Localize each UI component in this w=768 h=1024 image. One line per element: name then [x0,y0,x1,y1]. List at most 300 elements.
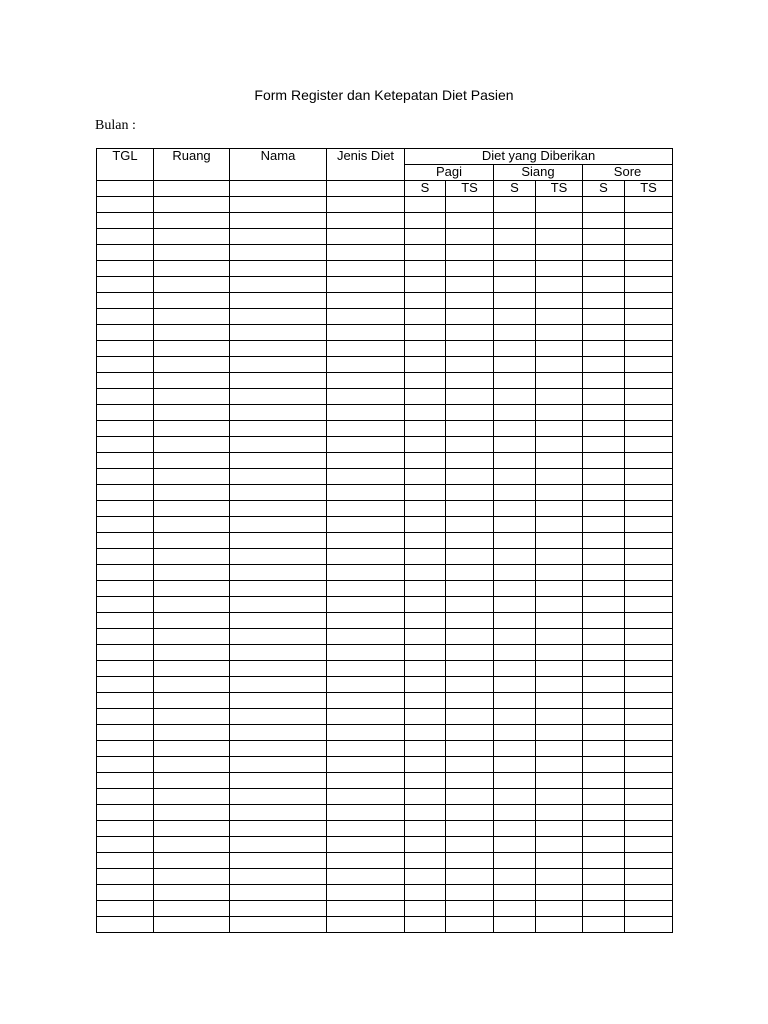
cell-siang-s[interactable] [494,725,536,741]
cell-jenis-diet[interactable] [327,341,405,357]
cell-sore-s[interactable] [583,421,625,437]
cell-siang-ts[interactable] [536,453,583,469]
cell-pagi-s[interactable] [405,453,446,469]
cell-jenis-diet[interactable] [327,277,405,293]
cell-pagi-s[interactable] [405,581,446,597]
cell-pagi-ts[interactable] [446,597,494,613]
cell-nama[interactable] [230,501,327,517]
cell-sore-s[interactable] [583,805,625,821]
cell-jenis-diet[interactable] [327,469,405,485]
cell-nama[interactable] [230,837,327,853]
cell-sore-ts[interactable] [625,341,673,357]
cell-ruang[interactable] [154,373,230,389]
cell-pagi-s[interactable] [405,789,446,805]
cell-sore-ts[interactable] [625,565,673,581]
cell-ruang[interactable] [154,869,230,885]
cell-jenis-diet[interactable] [327,357,405,373]
cell-pagi-s[interactable] [405,837,446,853]
cell-sore-ts[interactable] [625,581,673,597]
cell-pagi-s[interactable] [405,565,446,581]
cell-pagi-s[interactable] [405,549,446,565]
cell-sore-s[interactable] [583,325,625,341]
cell-nama[interactable] [230,325,327,341]
cell-ruang[interactable] [154,485,230,501]
cell-sore-ts[interactable] [625,917,673,933]
cell-nama[interactable] [230,693,327,709]
cell-siang-ts[interactable] [536,917,583,933]
cell-siang-s[interactable] [494,741,536,757]
cell-pagi-s[interactable] [405,741,446,757]
cell-siang-s[interactable] [494,309,536,325]
cell-siang-s[interactable] [494,277,536,293]
cell-ruang[interactable] [154,565,230,581]
cell-tgl[interactable] [97,805,154,821]
cell-siang-s[interactable] [494,533,536,549]
cell-siang-s[interactable] [494,661,536,677]
cell-jenis-diet[interactable] [327,437,405,453]
cell-siang-ts[interactable] [536,581,583,597]
cell-nama[interactable] [230,725,327,741]
cell-pagi-s[interactable] [405,597,446,613]
cell-siang-s[interactable] [494,581,536,597]
cell-siang-ts[interactable] [536,693,583,709]
cell-pagi-ts[interactable] [446,341,494,357]
cell-pagi-s[interactable] [405,517,446,533]
cell-pagi-ts[interactable] [446,517,494,533]
cell-siang-s[interactable] [494,549,536,565]
cell-ruang[interactable] [154,885,230,901]
cell-pagi-ts[interactable] [446,309,494,325]
cell-nama[interactable] [230,293,327,309]
cell-siang-ts[interactable] [536,613,583,629]
cell-nama[interactable] [230,581,327,597]
cell-pagi-ts[interactable] [446,373,494,389]
cell-siang-s[interactable] [494,293,536,309]
cell-sore-ts[interactable] [625,309,673,325]
cell-sore-s[interactable] [583,597,625,613]
cell-pagi-ts[interactable] [446,421,494,437]
cell-nama[interactable] [230,485,327,501]
cell-jenis-diet[interactable] [327,741,405,757]
cell-pagi-ts[interactable] [446,453,494,469]
cell-nama[interactable] [230,917,327,933]
cell-sore-ts[interactable] [625,661,673,677]
cell-pagi-ts[interactable] [446,885,494,901]
cell-nama[interactable] [230,773,327,789]
cell-pagi-ts[interactable] [446,501,494,517]
cell-pagi-s[interactable] [405,885,446,901]
cell-nama[interactable] [230,437,327,453]
cell-pagi-s[interactable] [405,901,446,917]
cell-pagi-ts[interactable] [446,293,494,309]
cell-siang-ts[interactable] [536,213,583,229]
cell-siang-ts[interactable] [536,197,583,213]
cell-pagi-s[interactable] [405,869,446,885]
cell-siang-ts[interactable] [536,245,583,261]
cell-nama[interactable] [230,853,327,869]
cell-siang-s[interactable] [494,197,536,213]
cell-sore-s[interactable] [583,677,625,693]
cell-sore-s[interactable] [583,405,625,421]
cell-tgl[interactable] [97,645,154,661]
cell-pagi-s[interactable] [405,821,446,837]
cell-tgl[interactable] [97,357,154,373]
cell-pagi-s[interactable] [405,917,446,933]
cell-sore-s[interactable] [583,245,625,261]
cell-pagi-ts[interactable] [446,357,494,373]
cell-nama[interactable] [230,709,327,725]
cell-nama[interactable] [230,549,327,565]
cell-sore-ts[interactable] [625,229,673,245]
cell-pagi-s[interactable] [405,725,446,741]
cell-siang-ts[interactable] [536,821,583,837]
cell-nama[interactable] [230,517,327,533]
cell-sore-ts[interactable] [625,869,673,885]
cell-siang-ts[interactable] [536,773,583,789]
cell-sore-s[interactable] [583,213,625,229]
cell-ruang[interactable] [154,405,230,421]
cell-tgl[interactable] [97,725,154,741]
cell-nama[interactable] [230,757,327,773]
cell-jenis-diet[interactable] [327,901,405,917]
cell-tgl[interactable] [97,229,154,245]
cell-jenis-diet[interactable] [327,309,405,325]
cell-sore-s[interactable] [583,501,625,517]
cell-pagi-ts[interactable] [446,613,494,629]
cell-pagi-s[interactable] [405,485,446,501]
cell-jenis-diet[interactable] [327,677,405,693]
cell-siang-s[interactable] [494,709,536,725]
cell-sore-ts[interactable] [625,709,673,725]
cell-sore-ts[interactable] [625,261,673,277]
cell-tgl[interactable] [97,821,154,837]
cell-siang-ts[interactable] [536,325,583,341]
cell-siang-s[interactable] [494,677,536,693]
cell-ruang[interactable] [154,213,230,229]
cell-pagi-s[interactable] [405,261,446,277]
cell-ruang[interactable] [154,309,230,325]
cell-pagi-ts[interactable] [446,901,494,917]
cell-ruang[interactable] [154,741,230,757]
cell-tgl[interactable] [97,661,154,677]
cell-pagi-s[interactable] [405,533,446,549]
cell-jenis-diet[interactable] [327,501,405,517]
cell-sore-ts[interactable] [625,885,673,901]
cell-sore-ts[interactable] [625,485,673,501]
cell-siang-ts[interactable] [536,677,583,693]
cell-tgl[interactable] [97,501,154,517]
cell-sore-s[interactable] [583,645,625,661]
cell-pagi-ts[interactable] [446,325,494,341]
cell-sore-ts[interactable] [625,693,673,709]
cell-tgl[interactable] [97,213,154,229]
cell-jenis-diet[interactable] [327,821,405,837]
cell-jenis-diet[interactable] [327,645,405,661]
cell-sore-ts[interactable] [625,597,673,613]
cell-siang-ts[interactable] [536,757,583,773]
cell-siang-ts[interactable] [536,725,583,741]
cell-ruang[interactable] [154,357,230,373]
cell-siang-ts[interactable] [536,885,583,901]
cell-ruang[interactable] [154,757,230,773]
cell-tgl[interactable] [97,437,154,453]
cell-siang-s[interactable] [494,325,536,341]
cell-ruang[interactable] [154,709,230,725]
cell-siang-ts[interactable] [536,565,583,581]
cell-pagi-ts[interactable] [446,469,494,485]
cell-nama[interactable] [230,885,327,901]
cell-ruang[interactable] [154,245,230,261]
cell-sore-ts[interactable] [625,837,673,853]
cell-sore-s[interactable] [583,549,625,565]
cell-pagi-ts[interactable] [446,693,494,709]
cell-siang-ts[interactable] [536,309,583,325]
cell-nama[interactable] [230,805,327,821]
cell-sore-ts[interactable] [625,389,673,405]
cell-nama[interactable] [230,533,327,549]
cell-ruang[interactable] [154,517,230,533]
cell-pagi-ts[interactable] [446,917,494,933]
cell-pagi-s[interactable] [405,373,446,389]
cell-siang-ts[interactable] [536,277,583,293]
cell-pagi-ts[interactable] [446,789,494,805]
cell-pagi-s[interactable] [405,469,446,485]
cell-siang-s[interactable] [494,501,536,517]
cell-pagi-ts[interactable] [446,773,494,789]
cell-pagi-ts[interactable] [446,805,494,821]
cell-tgl[interactable] [97,597,154,613]
cell-siang-s[interactable] [494,645,536,661]
cell-jenis-diet[interactable] [327,533,405,549]
cell-pagi-ts[interactable] [446,837,494,853]
cell-sore-ts[interactable] [625,901,673,917]
cell-siang-ts[interactable] [536,789,583,805]
cell-siang-ts[interactable] [536,293,583,309]
cell-siang-s[interactable] [494,805,536,821]
cell-siang-s[interactable] [494,773,536,789]
cell-jenis-diet[interactable] [327,613,405,629]
cell-siang-ts[interactable] [536,533,583,549]
cell-pagi-s[interactable] [405,693,446,709]
cell-siang-ts[interactable] [536,261,583,277]
cell-ruang[interactable] [154,533,230,549]
cell-pagi-s[interactable] [405,629,446,645]
cell-ruang[interactable] [154,661,230,677]
cell-sore-s[interactable] [583,885,625,901]
cell-pagi-s[interactable] [405,197,446,213]
cell-sore-ts[interactable] [625,373,673,389]
cell-nama[interactable] [230,901,327,917]
cell-jenis-diet[interactable] [327,485,405,501]
cell-sore-s[interactable] [583,581,625,597]
cell-siang-s[interactable] [494,373,536,389]
cell-pagi-ts[interactable] [446,709,494,725]
cell-siang-s[interactable] [494,229,536,245]
cell-ruang[interactable] [154,901,230,917]
cell-pagi-ts[interactable] [446,645,494,661]
cell-tgl[interactable] [97,373,154,389]
cell-pagi-ts[interactable] [446,437,494,453]
cell-siang-s[interactable] [494,837,536,853]
cell-ruang[interactable] [154,437,230,453]
cell-sore-s[interactable] [583,773,625,789]
cell-sore-s[interactable] [583,293,625,309]
cell-siang-s[interactable] [494,597,536,613]
cell-pagi-s[interactable] [405,357,446,373]
cell-sore-ts[interactable] [625,645,673,661]
cell-pagi-s[interactable] [405,405,446,421]
cell-jenis-diet[interactable] [327,517,405,533]
cell-sore-s[interactable] [583,837,625,853]
cell-tgl[interactable] [97,293,154,309]
cell-tgl[interactable] [97,453,154,469]
cell-jenis-diet[interactable] [327,773,405,789]
cell-siang-ts[interactable] [536,645,583,661]
cell-nama[interactable] [230,389,327,405]
cell-tgl[interactable] [97,245,154,261]
cell-nama[interactable] [230,469,327,485]
cell-siang-s[interactable] [494,261,536,277]
cell-sore-ts[interactable] [625,469,673,485]
cell-jenis-diet[interactable] [327,213,405,229]
cell-sore-ts[interactable] [625,549,673,565]
cell-pagi-s[interactable] [405,501,446,517]
cell-siang-ts[interactable] [536,853,583,869]
cell-tgl[interactable] [97,853,154,869]
cell-sore-ts[interactable] [625,325,673,341]
cell-pagi-ts[interactable] [446,581,494,597]
cell-pagi-ts[interactable] [446,677,494,693]
cell-sore-ts[interactable] [625,501,673,517]
cell-nama[interactable] [230,597,327,613]
cell-pagi-ts[interactable] [446,229,494,245]
cell-jenis-diet[interactable] [327,453,405,469]
cell-nama[interactable] [230,245,327,261]
cell-tgl[interactable] [97,517,154,533]
cell-jenis-diet[interactable] [327,805,405,821]
cell-siang-s[interactable] [494,213,536,229]
cell-siang-ts[interactable] [536,341,583,357]
cell-nama[interactable] [230,309,327,325]
cell-tgl[interactable] [97,421,154,437]
cell-pagi-ts[interactable] [446,245,494,261]
cell-siang-ts[interactable] [536,501,583,517]
cell-pagi-ts[interactable] [446,213,494,229]
cell-jenis-diet[interactable] [327,869,405,885]
cell-sore-s[interactable] [583,437,625,453]
cell-pagi-s[interactable] [405,853,446,869]
cell-siang-s[interactable] [494,693,536,709]
cell-siang-s[interactable] [494,421,536,437]
cell-sore-s[interactable] [583,533,625,549]
cell-jenis-diet[interactable] [327,261,405,277]
cell-sore-ts[interactable] [625,293,673,309]
cell-siang-ts[interactable] [536,437,583,453]
cell-jenis-diet[interactable] [327,197,405,213]
cell-siang-s[interactable] [494,853,536,869]
cell-ruang[interactable] [154,325,230,341]
cell-pagi-ts[interactable] [446,725,494,741]
cell-siang-s[interactable] [494,437,536,453]
cell-ruang[interactable] [154,677,230,693]
cell-sore-s[interactable] [583,661,625,677]
cell-jenis-diet[interactable] [327,389,405,405]
cell-sore-ts[interactable] [625,677,673,693]
cell-ruang[interactable] [154,773,230,789]
cell-tgl[interactable] [97,901,154,917]
cell-tgl[interactable] [97,197,154,213]
cell-pagi-s[interactable] [405,421,446,437]
cell-pagi-ts[interactable] [446,261,494,277]
cell-sore-s[interactable] [583,309,625,325]
cell-siang-ts[interactable] [536,357,583,373]
cell-jenis-diet[interactable] [327,325,405,341]
cell-tgl[interactable] [97,261,154,277]
cell-pagi-s[interactable] [405,805,446,821]
cell-pagi-s[interactable] [405,757,446,773]
cell-siang-ts[interactable] [536,661,583,677]
cell-tgl[interactable] [97,549,154,565]
cell-pagi-s[interactable] [405,245,446,261]
cell-nama[interactable] [230,453,327,469]
cell-jenis-diet[interactable] [327,405,405,421]
cell-ruang[interactable] [154,917,230,933]
cell-tgl[interactable] [97,677,154,693]
cell-siang-s[interactable] [494,757,536,773]
cell-siang-ts[interactable] [536,405,583,421]
cell-jenis-diet[interactable] [327,581,405,597]
cell-nama[interactable] [230,277,327,293]
cell-pagi-s[interactable] [405,277,446,293]
cell-siang-s[interactable] [494,389,536,405]
cell-tgl[interactable] [97,533,154,549]
cell-jenis-diet[interactable] [327,597,405,613]
cell-ruang[interactable] [154,597,230,613]
cell-sore-s[interactable] [583,901,625,917]
cell-tgl[interactable] [97,709,154,725]
cell-sore-ts[interactable] [625,421,673,437]
cell-sore-s[interactable] [583,197,625,213]
cell-siang-ts[interactable] [536,837,583,853]
cell-siang-s[interactable] [494,629,536,645]
cell-ruang[interactable] [154,629,230,645]
cell-sore-ts[interactable] [625,773,673,789]
cell-sore-s[interactable] [583,693,625,709]
cell-pagi-ts[interactable] [446,741,494,757]
cell-siang-s[interactable] [494,357,536,373]
cell-pagi-s[interactable] [405,229,446,245]
cell-ruang[interactable] [154,581,230,597]
cell-siang-s[interactable] [494,565,536,581]
cell-jenis-diet[interactable] [327,549,405,565]
cell-sore-ts[interactable] [625,517,673,533]
cell-sore-ts[interactable] [625,245,673,261]
cell-tgl[interactable] [97,581,154,597]
cell-siang-ts[interactable] [536,597,583,613]
cell-nama[interactable] [230,405,327,421]
cell-nama[interactable] [230,741,327,757]
cell-jenis-diet[interactable] [327,293,405,309]
cell-ruang[interactable] [154,549,230,565]
cell-jenis-diet[interactable] [327,837,405,853]
cell-siang-ts[interactable] [536,517,583,533]
cell-pagi-ts[interactable] [446,853,494,869]
cell-nama[interactable] [230,629,327,645]
cell-pagi-ts[interactable] [446,533,494,549]
cell-ruang[interactable] [154,469,230,485]
cell-sore-s[interactable] [583,453,625,469]
cell-pagi-ts[interactable] [446,277,494,293]
